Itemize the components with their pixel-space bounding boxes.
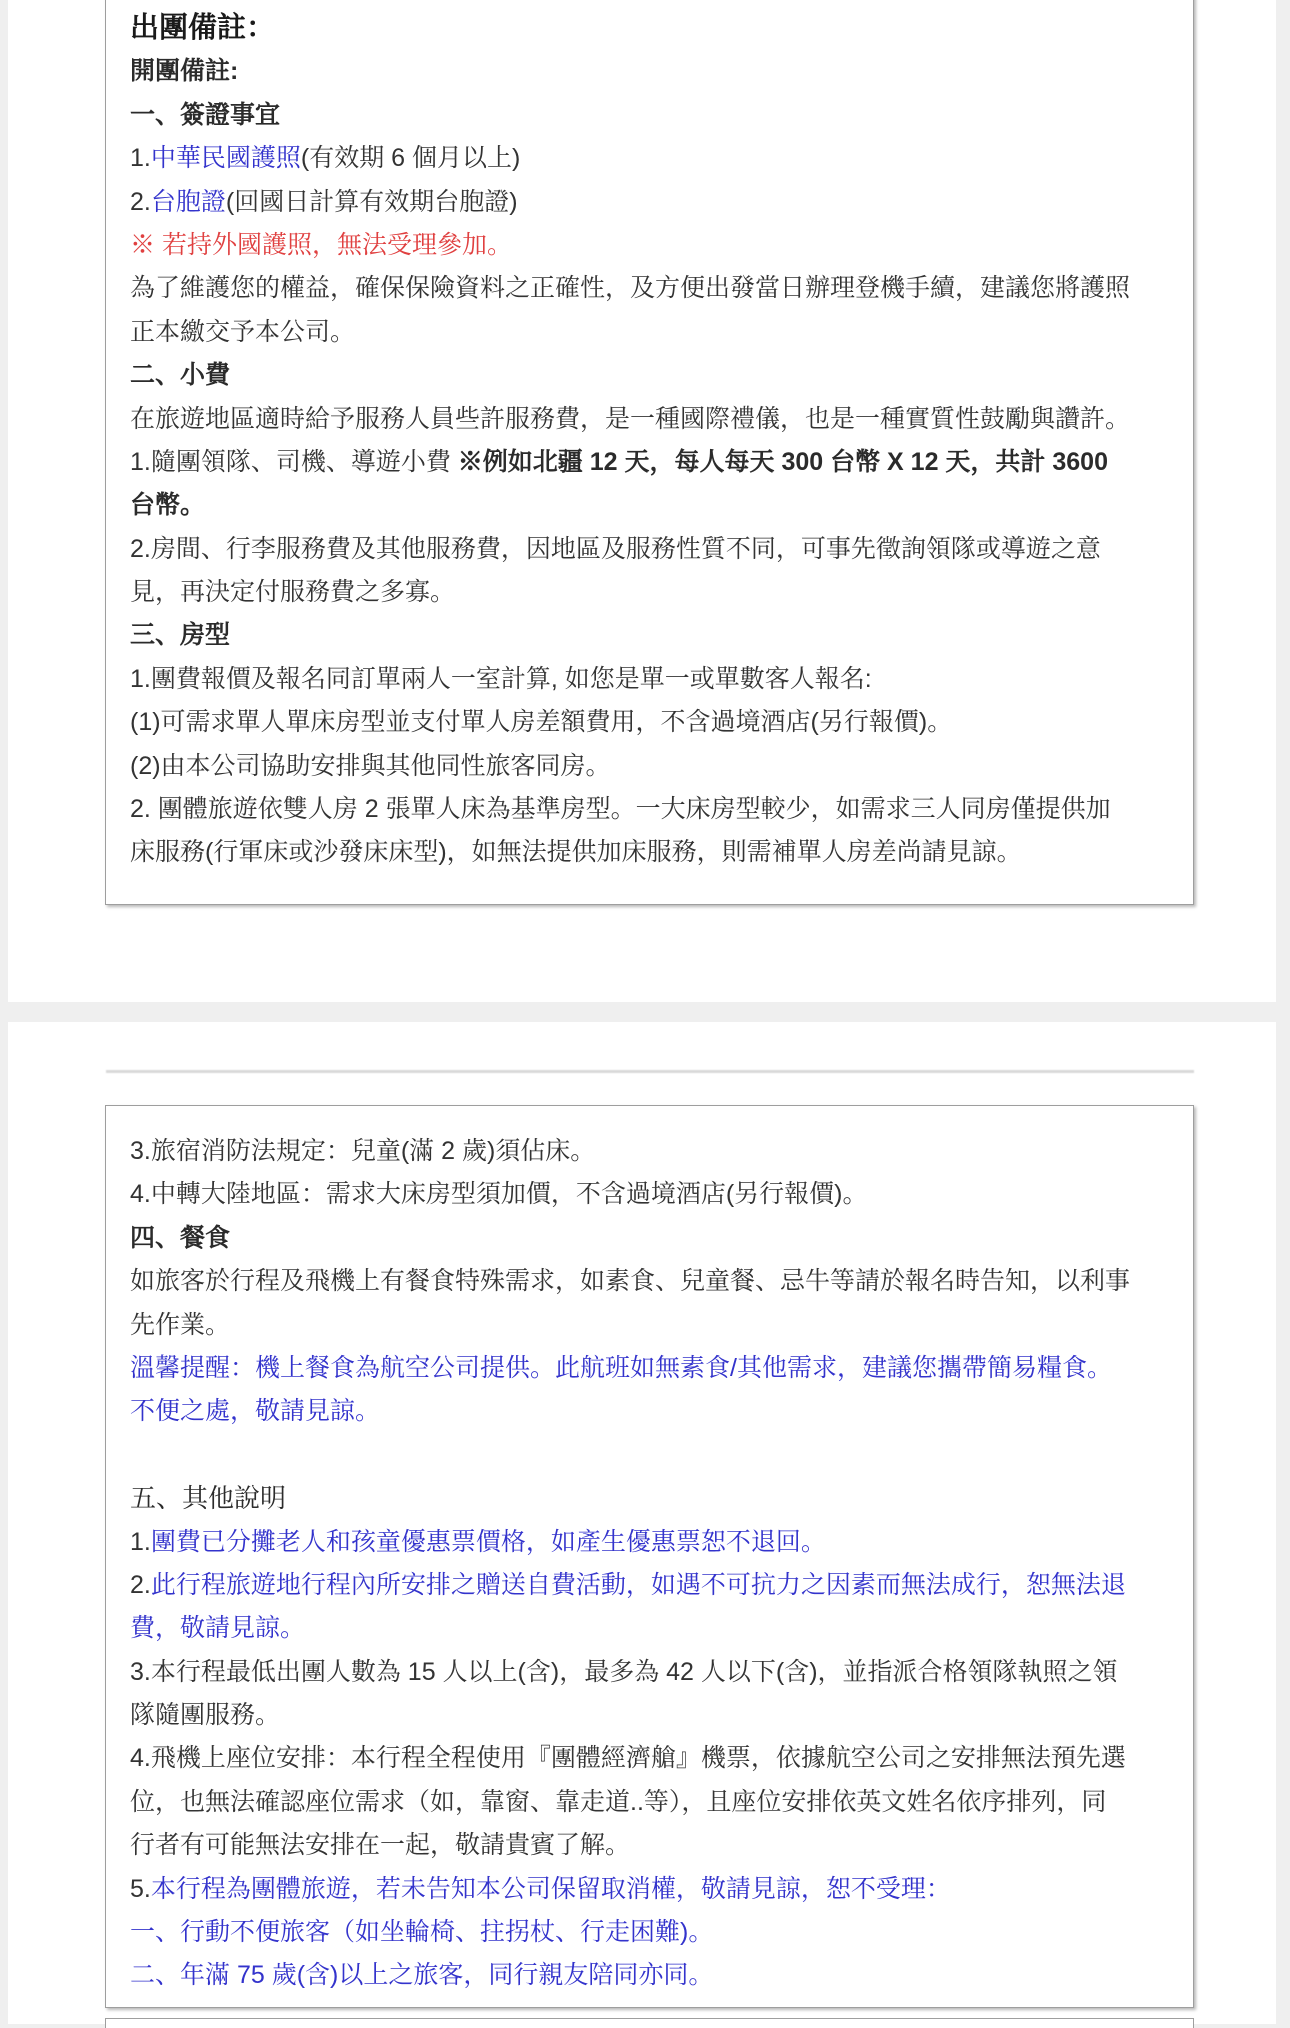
text-line — [130, 1130, 1169, 1173]
text-segment: 團費已分攤老人和孩童優惠票價格，如產生優惠票恕不退回。 — [150, 1527, 826, 1556]
text-line — [130, 1390, 1169, 1433]
divider-line — [106, 1070, 1194, 1073]
text-line — [130, 1824, 1169, 1867]
text-line — [130, 1564, 1169, 1607]
text-segment: 1.團費報價及報名同訂單兩人一室計算, 如您是單一或單數客人報名: — [130, 664, 872, 693]
text-line — [130, 1781, 1169, 1824]
text-line — [130, 1434, 1169, 1477]
text-line — [130, 1694, 1169, 1737]
text-segment: 正本繳交予本公司。 — [130, 317, 356, 346]
text-segment: 不便之處，敬請見諒。 — [130, 1397, 381, 1426]
text-line — [130, 658, 1169, 701]
text-segment: 費，敬請見諒。 — [130, 1614, 306, 1643]
text-segment: 溫馨提醒：機上餐食為航空公司提供。此航班如無素食/其他需求，建議您攜帶簡易糧食。 — [130, 1353, 1112, 1382]
text-segment: ※ 若持外國護照，無法受理參加。 — [130, 230, 512, 259]
text-segment: 三、房型 — [130, 621, 231, 650]
text-line — [130, 137, 1169, 180]
text-line — [130, 571, 1169, 614]
text-line — [130, 1304, 1169, 1347]
text-line — [130, 7, 1169, 50]
text-segment: 1. — [130, 1527, 151, 1556]
text-segment: 4.飛機上座位安排：本行程全程使用『團體經濟艙』機票，依據航空公司之安排無法預先選 — [130, 1744, 1126, 1773]
text-segment: 五、其他說明 — [130, 1484, 287, 1514]
text-line — [130, 1954, 1169, 1997]
text-line — [130, 788, 1169, 831]
text-segment: 如旅客於行程及飛機上有餐食特殊需求，如素食、兒童餐、忌牛等請於報名時告知，以利事 — [130, 1267, 1131, 1296]
text-segment: 本行程為團體旅遊，若未告知本公司保留取消權，敬請見諒，恕不受理： — [150, 1874, 951, 1903]
text-line — [130, 224, 1169, 267]
text-line — [130, 528, 1169, 571]
text-line — [130, 614, 1169, 657]
text-segment: 一、行動不便旅客（如坐輪椅、拄拐杖、行走困難)。 — [130, 1918, 714, 1947]
text-line — [130, 701, 1169, 744]
text-segment: 二、小費 — [130, 361, 231, 390]
text-segment: (2)由本公司協助安排與其他同性旅客同房。 — [130, 751, 611, 780]
text-segment: 一、簽證事宜 — [130, 100, 281, 129]
text-segment: 隊隨團服務。 — [130, 1701, 281, 1730]
text-line — [130, 181, 1169, 224]
text-segment: 為了維護您的權益，確保保險資料之正確性，及方便出發當日辦理登機手續，建議您將護照 — [130, 274, 1131, 303]
text-segment: 2. — [130, 187, 151, 216]
text-segment: 二、年滿 75 歲(含)以上之旅客，同行親友陪同亦同。 — [130, 1961, 714, 1990]
text-segment: 2. — [130, 1570, 151, 1599]
text-segment: 5. — [130, 1874, 151, 1903]
text-segment: 位，也無法確認座位需求（如，靠窗、靠走道..等），且座位安排依英文姓名依序排列，同 — [130, 1787, 1107, 1816]
text-line — [130, 1911, 1169, 1954]
text-line — [130, 484, 1169, 527]
text-line — [130, 1737, 1169, 1780]
text-line — [130, 1651, 1169, 1694]
text-segment: ※例如北疆 12 天，每人每天 300 台幣 X 12 天，共計 3600 — [457, 447, 1108, 476]
text-line — [130, 1521, 1169, 1564]
text-segment: 開團備註: — [130, 57, 239, 86]
text-line — [130, 1607, 1169, 1650]
text-segment: 四、餐食 — [130, 1223, 231, 1252]
text-line — [130, 1217, 1169, 1260]
tour-notes-box-1 — [105, 0, 1194, 905]
text-line — [130, 1260, 1169, 1303]
text-line — [130, 745, 1169, 788]
text-line — [130, 267, 1169, 310]
text-segment: 3.本行程最低出團人數為 15 人以上(含)，最多為 42 人以下(含)，並指派合格領隊執照之領 — [130, 1657, 1118, 1686]
text-segment: (回國日計算有效期台胞證) — [225, 187, 518, 216]
text-segment: 在旅遊地區適時給予服務人員些許服務費，是一種國際禮儀，也是一種實質性鼓勵與讚許。 — [130, 404, 1131, 433]
text-segment: (有效期 6 個月以上) — [300, 144, 521, 173]
text-segment: 1. — [130, 144, 151, 173]
text-segment: 3.旅宿消防法規定：兒童(滿 2 歲)須佔床。 — [130, 1137, 596, 1165]
text-line — [130, 50, 1169, 93]
text-line — [130, 1173, 1169, 1216]
text-line — [130, 311, 1169, 354]
text-segment: 2.房間、行李服務費及其他服務費，因地區及服務性質不同，可事先徵詢領隊或導遊之意 — [130, 534, 1101, 563]
text-segment: 1.隨團領隊、司機、導遊小費 — [130, 447, 458, 476]
text-segment: 2. 團體旅遊依雙人房 2 張單人床為基準房型。一大床房型較少，如需求三人同房僅提供加 — [130, 795, 1111, 824]
document-link[interactable]: 台胞證 — [150, 187, 226, 216]
text-segment: 此行程旅遊地行程內所安排之贈送自費活動，如遇不可抗力之因素而無法成行，恕無法退 — [150, 1570, 1126, 1599]
next-box-top-edge — [105, 2018, 1194, 2028]
text-segment: 先作業。 — [130, 1310, 231, 1339]
text-line — [130, 441, 1169, 484]
text-line — [130, 1868, 1169, 1911]
text-segment: 行者有可能無法安排在一起，敬請貴賓了解。 — [130, 1831, 631, 1860]
text-segment: 床服務(行軍床或沙發床床型)，如無法提供加床服務，則需補單人房差尚請見諒。 — [130, 838, 1022, 867]
text-line — [130, 1347, 1169, 1390]
text-segment: 見，再決定付服務費之多寡。 — [130, 578, 456, 607]
tour-notes-box-2 — [105, 1105, 1194, 2008]
document-link[interactable]: 中華民國護照 — [150, 144, 301, 173]
text-line — [130, 1477, 1169, 1520]
text-line — [130, 94, 1169, 137]
text-segment: 出團備註： — [130, 12, 276, 44]
text-segment: (1)可需求單人單床房型並支付單人房差額費用，不含過境酒店(另行報價)。 — [130, 708, 953, 737]
text-line — [130, 831, 1169, 874]
text-segment: 4.中轉大陸地區：需求大床房型須加價，不含過境酒店(另行報價)。 — [130, 1180, 868, 1209]
text-segment: 台幣。 — [130, 491, 206, 520]
text-line — [130, 354, 1169, 397]
text-line — [130, 398, 1169, 441]
